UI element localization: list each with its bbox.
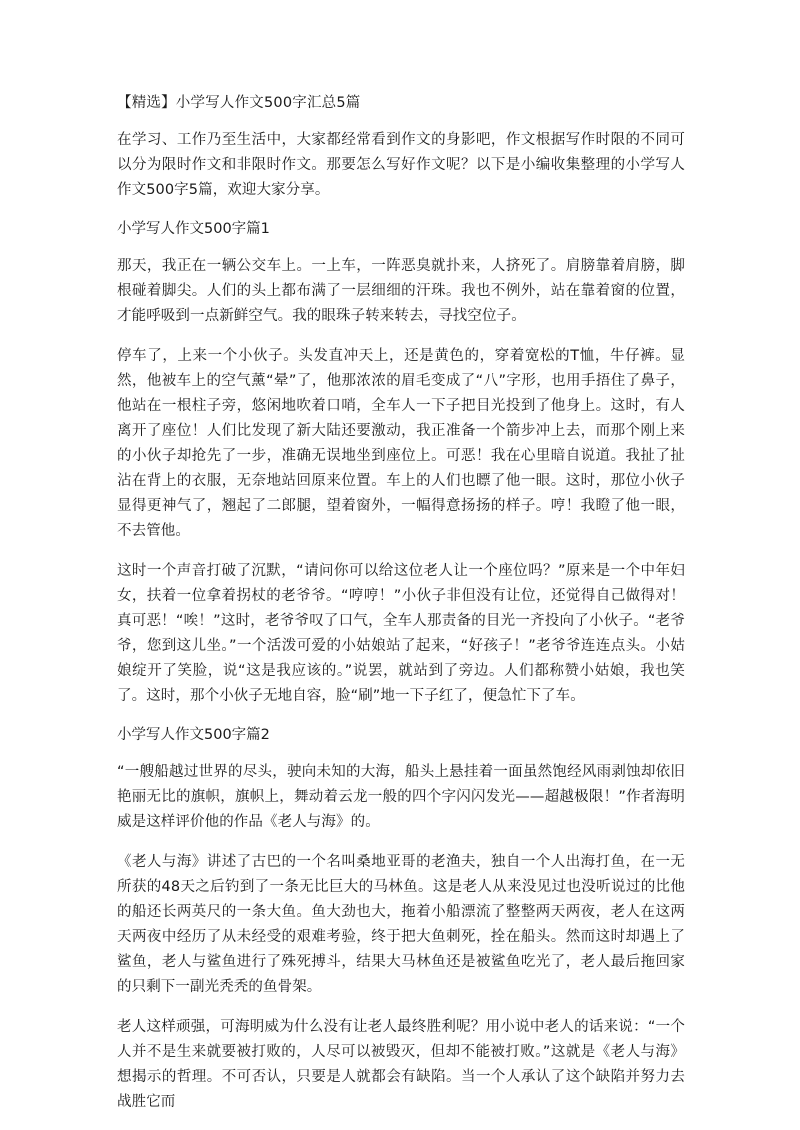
paragraph: 这时一个声音打破了沉默，“请问你可以给这位老人让一个座位吗？”原来是一个中年妇女，扶着一位拿着拐杖的老爷爷。“哼哼！”小伙子非但没有让位，还觉得自己做得对！真可恶！“唉！”这时，老爷爷叹了口气，全车人那责备的目光一齐投向了小伙子。“老爷爷，您到这儿坐。”一个活泼可爱的小姑娘站了起来，“好孩子！”老爷爷连连点头。小姑娘绽开了笑脸，说“这是我应该的。”说罢，就站到了旁边。人们都称赞小姑娘，我也笑了。这时，那个小伙子无地自容，脸“刷”地一下子红了，便急忙下了车。 [117, 563, 685, 704]
section-heading: 小学写人作文500字篇2 [117, 727, 270, 743]
paragraph: “一艘船越过世界的尽头，驶向未知的大海，船头上悬挂着一面虽然饱经风雨剥蚀却依旧艳丽无比的旗帜，旗帜上，舞动着云龙一般的四个字闪闪发光——超越极限！”作者海明威是这样评价他的作品《老人与海》的。 [117, 764, 685, 830]
paragraph: 那天，我正在一辆公交车上。一上车，一阵恶臭就扑来，人挤死了。肩膀靠着肩膀，脚根碰着脚尖。人们的头上都布满了一层细细的汗珠。我也不例外，站在靠着窗的位置，才能呼吸到一点新鲜空气。我的眼珠子转来转去，寻找空位子。 [117, 258, 685, 324]
paragraph: 老人这样顽强，可海明威为什么没有让老人最终胜利呢？用小说中老人的话来说：“一个人并不是生来就要被打败的，人尽可以被毁灭，但却不能被打败。”这就是《老人与海》想揭示的哲理。不可否认，只要是人就都会有缺陷。当一个人承认了这个缺陷并努力去战胜它而 [117, 1019, 685, 1110]
paragraph: 《老人与海》讲述了古巴的一个名叫桑地亚哥的老渔夫，独自一个人出海打鱼，在一无所获的48天之后钓到了一条无比巨大的马林鱼。这是老人从来没见过也没听说过的比他的船还长两英尺的一条大鱼。鱼大劲也大，拖着小船漂流了整整两天两夜，老人在这两天两夜中经历了从未经受的艰难考验，终于把大鱼刺死，拴在船头。然而这时却遇上了鲨鱼，老人与鲨鱼进行了殊死搏斗，结果大马林鱼还是被鲨鱼吃光了，老人最后拖回家的只剩下一副光秃秃的鱼骨架。 [117, 854, 685, 995]
document-title: 【精选】小学写人作文500字汇总5篇 [117, 95, 361, 111]
intro-paragraph: 在学习、工作乃至生活中，大家都经常看到作文的身影吧，作文根据写作时限的不同可以分为限时作文和非限时作文。那要怎么写好作文呢？以下是小编收集整理的小学写人作文500字5篇，欢迎大家分享。 [117, 132, 685, 198]
paragraph: 停车了，上来一个小伙子。头发直冲天上，还是黄色的，穿着宽松的T恤，牛仔裤。显然，他被车上的空气薰“晕”了，他那浓浓的眉毛变成了“八”字形，也用手捂住了鼻子，他站在一根柱子旁，悠闲地吹着口哨，全车人一下子把目光投到了他身上。这时，有人离开了座位！人们比发现了新大陆还要激动，我正准备一个箭步冲上去，而那个刚上来的小伙子却抢先了一步，准确无误地坐到座位上。可恶！我在心里暗自说道。我扯了扯沾在背上的衣服，无奈地站回原来位置。车上的人们也瞟了他一眼。这时，那位小伙子显得更神气了，翘起了二郎腿，望着窗外，一幅得意扬扬的样子。哼！我瞪了他一眼，不去管他。 [117, 348, 685, 539]
section-1 [117, 218, 685, 709]
section-2 [117, 724, 685, 1115]
section-heading: 小学写人作文500字篇1 [117, 221, 270, 237]
document-page [117, 92, 685, 1130]
